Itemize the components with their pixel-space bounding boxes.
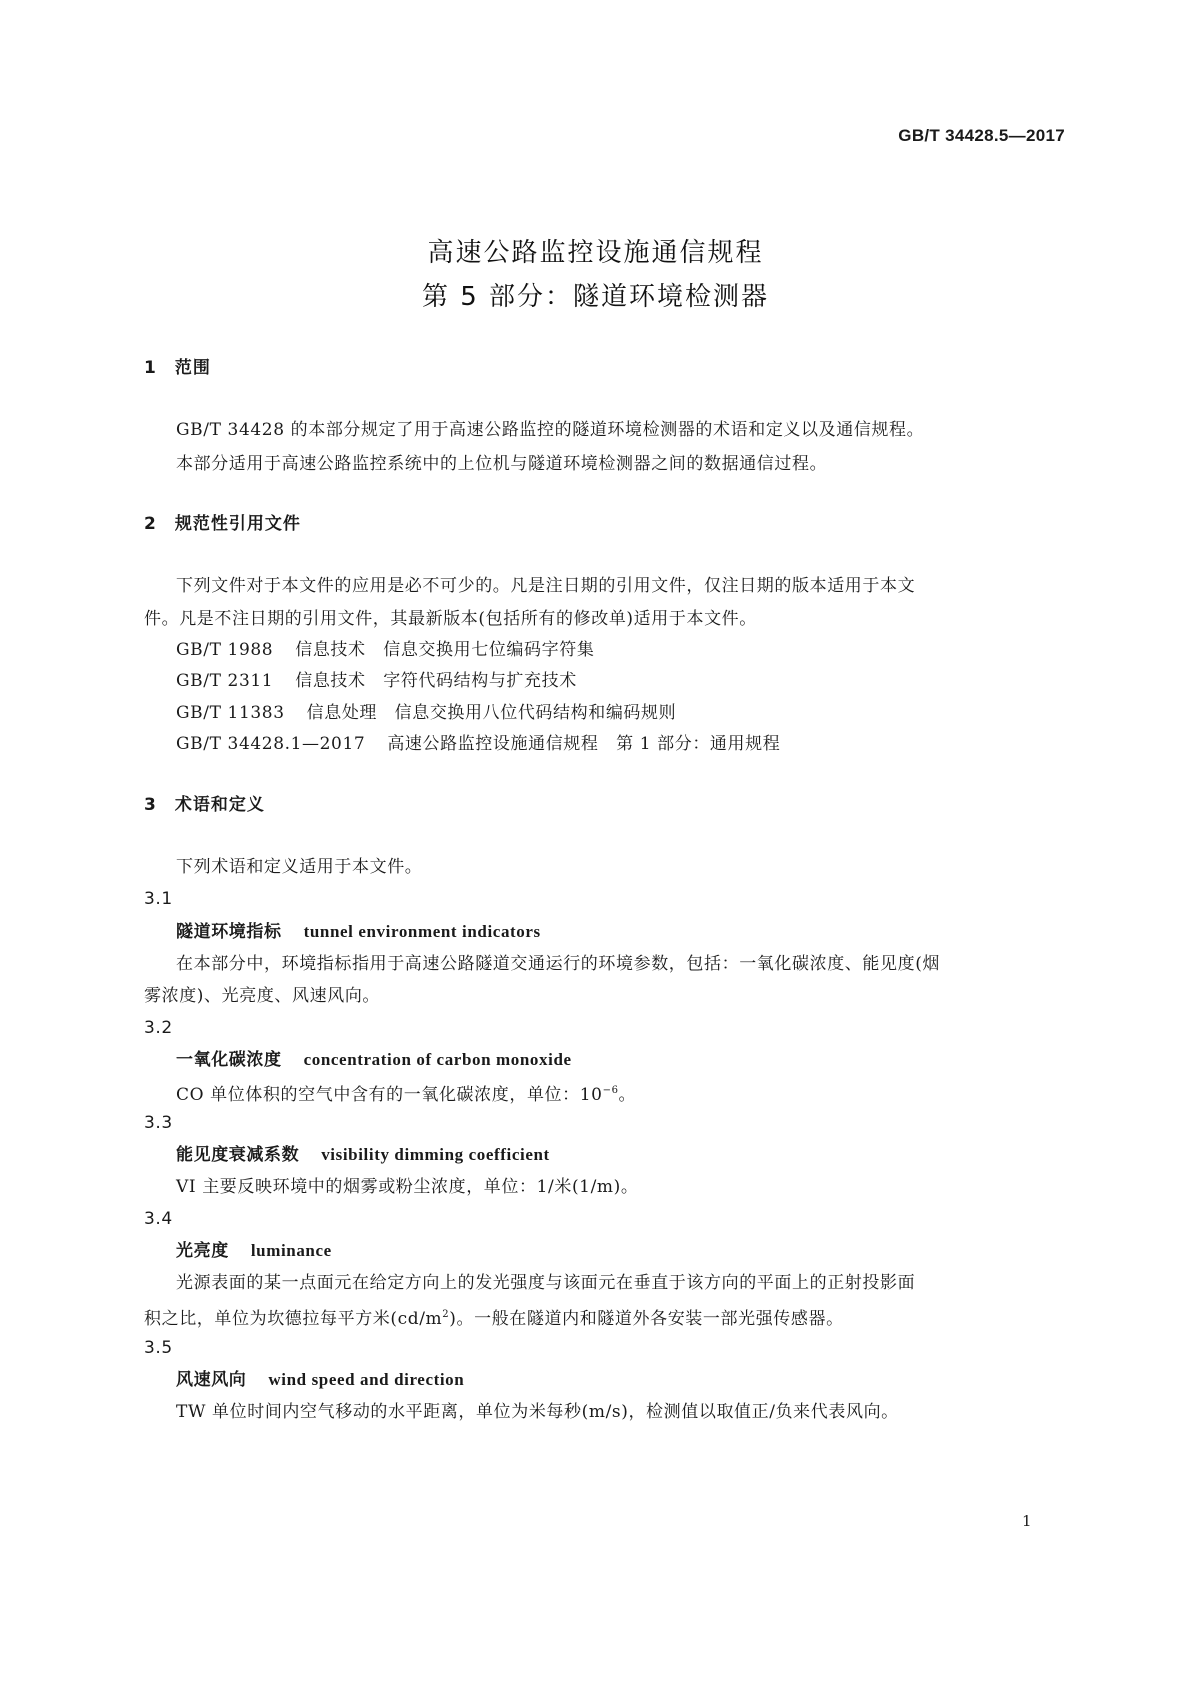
section-1-heading: 1 范围 (144, 358, 211, 378)
reference-code: GB/T 1988 (176, 640, 274, 660)
term-definition (176, 1079, 636, 1107)
page-number: 1 (1022, 1512, 1032, 1530)
term-english: visibility dimming coefficient (321, 1145, 550, 1164)
term-heading (176, 1239, 332, 1263)
term-definition (144, 1303, 844, 1331)
term-number: 3.4 (144, 1209, 173, 1229)
definition-text: CO 单位体积的空气中含有的一氧化碳浓度，单位：10 (176, 1085, 603, 1105)
section-3-intro: 下列术语和定义适用于本文件。 (176, 857, 423, 877)
term-number: 3.2 (144, 1018, 173, 1038)
reference-item (176, 638, 594, 662)
document-subtitle: 第 5 部分：隧道环境检测器 (421, 282, 770, 312)
term-chinese: 一氧化碳浓度 (176, 1050, 282, 1070)
term-heading (176, 1368, 464, 1392)
reference-item (176, 669, 577, 693)
term-english: concentration of carbon monoxide (303, 1050, 572, 1069)
term-chinese: 光亮度 (176, 1241, 229, 1261)
term-definition: 雾浓度)、光亮度、风速风向。 (144, 986, 381, 1006)
term-chinese: 隧道环境指标 (176, 922, 282, 942)
term-number: 3.5 (144, 1338, 173, 1358)
definition-text: 积之比，单位为坎德拉每平方米(cd/m (144, 1309, 443, 1329)
section-3-heading: 3 术语和定义 (144, 795, 265, 815)
definition-text: )。一般在隧道内和隧道外各安装一部光强传感器。 (449, 1309, 844, 1329)
reference-item (176, 732, 780, 756)
section-1-paragraph: GB/T 34428 的本部分规定了用于高速公路监控的隧道环境检测器的术语和定义以及通信规程。 (176, 420, 925, 440)
reference-code: GB/T 11383 (176, 703, 285, 723)
reference-item (176, 701, 676, 725)
term-definition: VI 主要反映环境中的烟雾或粉尘浓度，单位：1/米(1/m)。 (176, 1177, 639, 1197)
term-definition: 光源表面的某一点面元在给定方向上的发光强度与该面元在垂直于该方向的平面上的正射投影面 (176, 1273, 916, 1293)
document-title: 高速公路监控设施通信规程 (427, 238, 764, 268)
reference-title: 信息技术 字符代码结构与扩充技术 (295, 671, 577, 691)
standard-code: GB/T 34428.5—2017 (898, 126, 1065, 145)
term-chinese: 能见度衰减系数 (176, 1145, 300, 1165)
superscript: 2 (442, 1309, 450, 1320)
reference-title: 信息技术 信息交换用七位编码字符集 (295, 640, 595, 660)
term-english: luminance (250, 1241, 332, 1260)
reference-title: 信息处理 信息交换用八位代码结构和编码规则 (306, 703, 677, 723)
reference-code: GB/T 34428.1—2017 (176, 734, 366, 754)
term-definition: TW 单位时间内空气移动的水平距离，单位为米每秒(m/s)，检测值以取值正/负来代表风向。 (176, 1402, 899, 1422)
term-number: 3.3 (144, 1113, 173, 1133)
superscript: −6 (602, 1085, 619, 1096)
term-heading (176, 1048, 572, 1072)
term-number: 3.1 (144, 889, 173, 909)
section-2-paragraph: 件。凡是不注日期的引用文件，其最新版本(包括所有的修改单)适用于本文件。 (144, 609, 757, 629)
term-heading (176, 920, 541, 944)
section-2-paragraph: 下列文件对于本文件的应用是必不可少的。凡是注日期的引用文件，仅注日期的版本适用于本文 (176, 576, 916, 596)
term-english: wind speed and direction (268, 1370, 465, 1389)
term-english: tunnel environment indicators (303, 922, 541, 941)
section-2-heading: 2 规范性引用文件 (144, 514, 301, 534)
reference-title: 高速公路监控设施通信规程 第 1 部分：通用规程 (387, 734, 781, 754)
term-chinese: 风速风向 (176, 1370, 247, 1390)
term-heading (176, 1143, 550, 1167)
definition-text: 。 (618, 1085, 637, 1105)
section-1-paragraph: 本部分适用于高速公路监控系统中的上位机与隧道环境检测器之间的数据通信过程。 (176, 454, 828, 474)
term-definition: 在本部分中，环境指标指用于高速公路隧道交通运行的环境参数，包括：一氧化碳浓度、能见度(烟 (176, 954, 941, 974)
reference-code: GB/T 2311 (176, 671, 274, 691)
